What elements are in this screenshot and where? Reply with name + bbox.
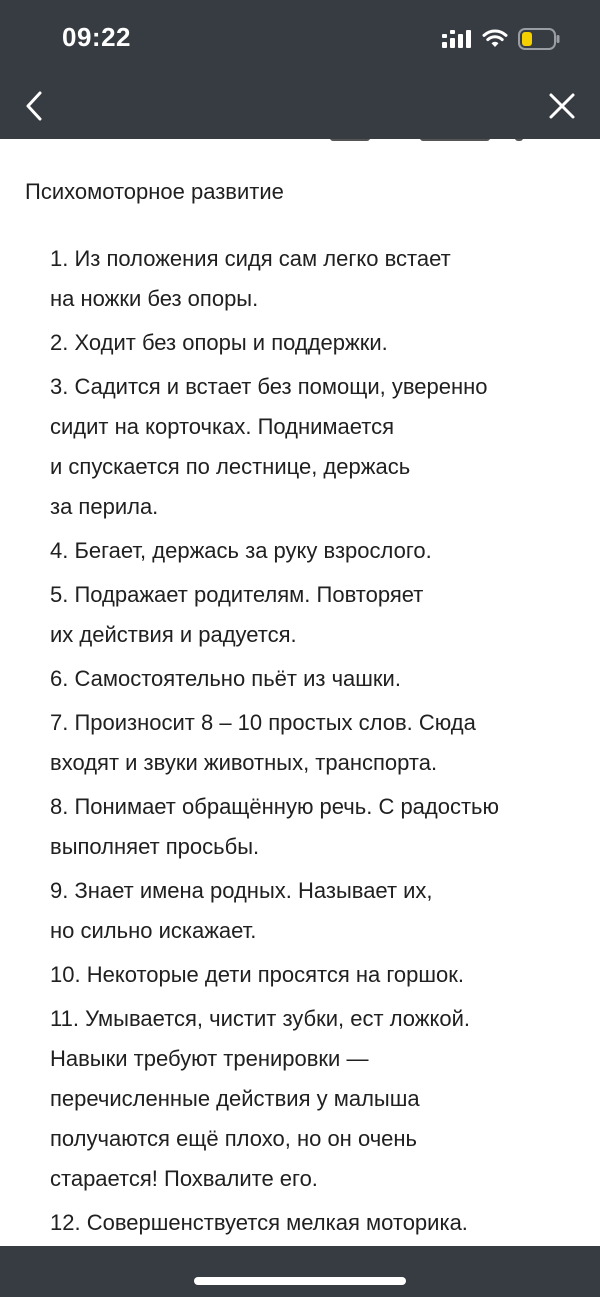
back-button[interactable]: [14, 84, 54, 128]
wifi-icon: [482, 29, 508, 49]
list-item: 1. Из положения сидя сам легко встает на ножки без опоры.: [50, 246, 451, 311]
status-time: 09:22: [62, 22, 131, 52]
close-button[interactable]: [540, 84, 584, 128]
battery-icon: [518, 28, 560, 50]
list-item: 10. Некоторые дети просятся на горшок.: [50, 962, 465, 987]
status-icons: [442, 28, 560, 50]
list-item: 9. Знает имена родных. Называет их, но сильно искажает.: [50, 878, 433, 943]
bottom-bar: [0, 1246, 600, 1297]
list-item: 3. Садится и встает без помощи, уверенно сидит на корточках. Поднимается и спускается по лестнице, держась за перила.: [50, 374, 488, 519]
signal-icon: [442, 30, 472, 48]
list-item: 7. Произносит 8 – 10 простых слов. Сюда входят и звуки животных, транспорта.: [50, 710, 476, 775]
list-item: 12. Совершенствуется мелкая моторика.: [50, 1210, 468, 1235]
cut-off-text-remnant: [0, 139, 600, 143]
list-item: 8. Понимает обращённую речь. С радостью выполняет просьбы.: [50, 794, 500, 859]
section-title: Психомоторное развитие: [25, 179, 284, 204]
milestones-list: [50, 239, 580, 1246]
home-indicator[interactable]: [194, 1277, 406, 1285]
close-icon: [548, 92, 576, 120]
list-item: 4. Бегает, держась за руку взрослого.: [50, 538, 432, 563]
list-item: 5. Подражает родителям. Повторяет их действия и радуется.: [50, 582, 424, 647]
top-bar: [0, 0, 600, 139]
list-item: 2. Ходит без опоры и поддержки.: [50, 330, 388, 355]
article-content[interactable]: [0, 139, 600, 1246]
chevron-left-icon: [24, 91, 44, 121]
list-item: 11. Умывается, чистит зубки, ест ложкой. Навыки требуют тренировки — перечисленные действия у малыша получаются ещё плохо, но он очень старается! Похвалите его.: [50, 1006, 470, 1191]
list-item: 6. Самостоятельно пьёт из чашки.: [50, 666, 401, 691]
